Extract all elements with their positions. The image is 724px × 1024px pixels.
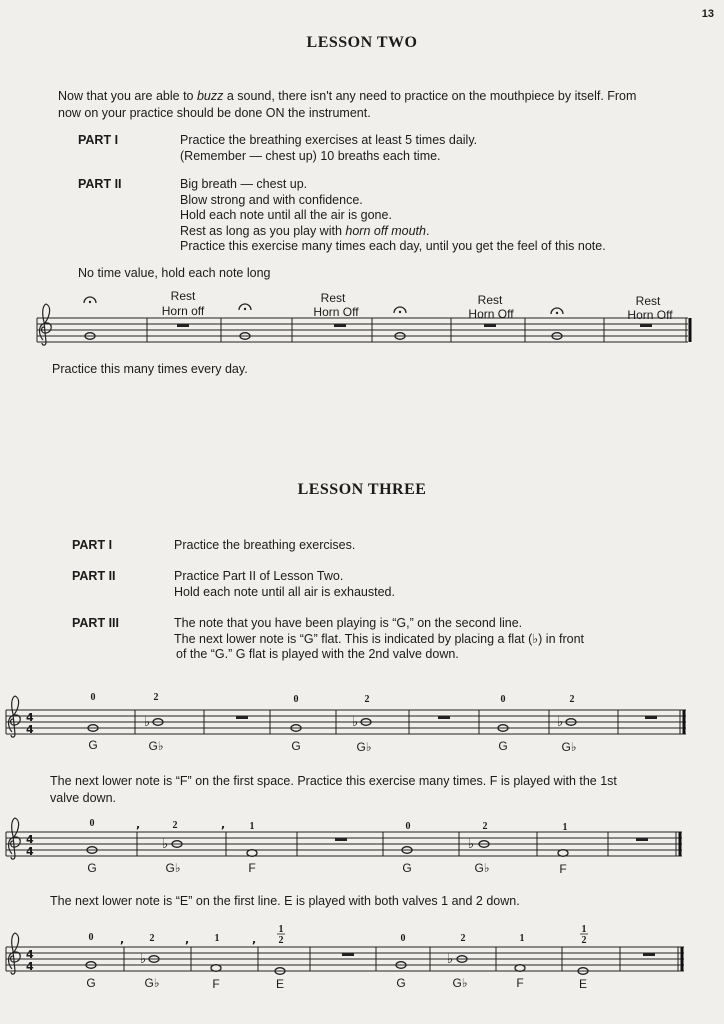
time-sig-top: 4 xyxy=(26,948,34,961)
note-name: G♭ xyxy=(561,740,577,754)
treble-clef-icon xyxy=(40,304,52,345)
fingering: 2 xyxy=(278,935,284,946)
part-line: Practice this exercise many times each day, until you get the feel of this note. xyxy=(180,239,606,253)
whole-rest xyxy=(236,716,248,719)
f-line: valve down. xyxy=(50,791,117,805)
part-line: Blow strong and with confidence. xyxy=(180,192,363,207)
time-sig-bottom: 4 xyxy=(26,960,34,973)
time-sig-top: 4 xyxy=(26,711,34,724)
part-line: Hold each note until all air is exhausted. xyxy=(174,584,395,599)
part-line: Practice the breathing exercises at least 5 times daily. xyxy=(180,133,478,147)
note-name: G♭ xyxy=(356,740,372,754)
flat-icon: ♭ xyxy=(468,837,475,852)
horn-off-label: Horn Off xyxy=(313,305,359,319)
note-name: G xyxy=(86,976,96,990)
no-time-note: No time value, hold each note long xyxy=(78,266,271,280)
time-sig-bottom: 4 xyxy=(26,845,34,858)
time-sig-bottom: 4 xyxy=(26,723,34,736)
whole-note xyxy=(211,965,221,972)
fingering: 1 xyxy=(519,933,525,944)
staff-g-gflat-f xyxy=(6,818,682,876)
fingering: 1 xyxy=(249,821,255,832)
fingering: 2 xyxy=(149,933,155,944)
intro-line: now on your practice should be done ON the instrument. xyxy=(58,106,371,120)
fingering: 0 xyxy=(400,933,406,944)
part-line: Practice the breathing exercises. xyxy=(174,538,356,552)
whole-rest xyxy=(636,838,648,841)
horn-off-label: Horn Off xyxy=(468,307,514,321)
treble-clef-icon xyxy=(9,696,21,737)
fingering: 2 xyxy=(569,694,575,705)
lesson-two-title: LESSON TWO xyxy=(306,34,418,51)
intro-line: Now that you are able to buzz a sound, there isn't any need to practice on the mouthpiece by itself. From xyxy=(58,89,637,103)
part-line: The note that you have been playing is “G,” on the second line. xyxy=(174,616,523,630)
whole-rest xyxy=(645,716,657,719)
note-name: F xyxy=(212,977,220,991)
whole-note xyxy=(515,965,525,972)
fingering: 0 xyxy=(89,818,95,829)
breath-mark-icon: , xyxy=(120,933,125,946)
part-line: Big breath — chest up. xyxy=(180,177,308,191)
breath-mark-icon: , xyxy=(252,933,257,946)
part-line: (Remember — chest up) 10 breaths each time. xyxy=(180,148,441,163)
flat-icon: ♭ xyxy=(352,715,359,730)
page-number: 13 xyxy=(701,8,714,20)
practice-note: Practice this many times every day. xyxy=(52,362,248,376)
fingering: 0 xyxy=(500,694,506,705)
part-label: PART I xyxy=(78,133,119,147)
fingering: 1 xyxy=(581,924,587,935)
part-label: PART II xyxy=(78,177,122,191)
whole-rest xyxy=(640,324,652,327)
treble-clef-icon xyxy=(9,933,21,974)
e-note-text: The next lower note is “E” on the first line. E is played with both valves 1 and 2 down. xyxy=(50,894,520,908)
fermata-icon xyxy=(84,297,96,303)
note-name: F xyxy=(559,862,567,876)
part-line: The next lower note is “G” flat. This is indicated by placing a flat (♭) in front xyxy=(174,631,585,646)
staff-g-gflat-f-e xyxy=(6,924,684,991)
note-name: G xyxy=(396,976,406,990)
flat-icon: ♭ xyxy=(557,715,564,730)
whole-rest xyxy=(335,838,347,841)
note-name: G xyxy=(87,861,97,875)
fingering: 2 xyxy=(364,694,370,705)
note-name: G xyxy=(291,739,301,753)
lesson-three-title: LESSON THREE xyxy=(297,481,427,498)
fingering: 0 xyxy=(405,821,411,832)
part-line: Rest as long as you play with horn off mouth. xyxy=(180,223,430,238)
rest-label: Rest xyxy=(320,291,346,305)
fingering: 2 xyxy=(460,933,466,944)
horn-off-label: Horn off xyxy=(161,304,205,318)
part-line: of the “G.” G flat is played with the 2nd valve down. xyxy=(176,647,459,661)
note-name: E xyxy=(578,977,588,991)
fermata-icon xyxy=(239,304,251,310)
fingering: 2 xyxy=(172,820,178,831)
note-name: G xyxy=(88,738,98,752)
staff-g-gflat xyxy=(6,692,686,754)
fermata-icon xyxy=(394,307,406,313)
fingering: 2 xyxy=(153,692,159,703)
whole-rest xyxy=(484,324,496,327)
fingering: 1 xyxy=(214,933,220,944)
note-name: G♭ xyxy=(144,976,160,990)
flat-icon: ♭ xyxy=(140,952,147,967)
whole-rest xyxy=(643,953,655,956)
breath-mark-icon: , xyxy=(221,818,226,831)
part-line: Practice Part II of Lesson Two. xyxy=(174,569,344,583)
note-name: G xyxy=(498,739,508,753)
whole-rest xyxy=(342,953,354,956)
note-name: G♭ xyxy=(474,861,490,875)
flat-icon: ♭ xyxy=(447,952,454,967)
whole-rest xyxy=(438,716,450,719)
part-line: Hold each note until all the air is gone. xyxy=(180,208,392,222)
breath-mark-icon: , xyxy=(185,933,190,946)
rest-label: Rest xyxy=(170,289,196,303)
fingering: 0 xyxy=(88,932,94,943)
note-name: G♭ xyxy=(165,861,181,875)
fingering: 0 xyxy=(90,692,96,703)
note-name: E xyxy=(275,977,285,991)
note-name: G♭ xyxy=(148,739,164,753)
flat-icon: ♭ xyxy=(144,715,151,730)
note-name: F xyxy=(516,976,524,990)
flat-icon: ♭ xyxy=(162,837,169,852)
note-name: G xyxy=(402,861,412,875)
fingering: 0 xyxy=(293,694,299,705)
rest-label: Rest xyxy=(635,294,661,308)
staff-lesson-two xyxy=(37,289,690,345)
fingering: 2 xyxy=(581,935,587,946)
rest-label: Rest xyxy=(477,293,503,307)
part-label: PART I xyxy=(72,538,113,552)
note-name: F xyxy=(248,861,256,875)
fermata-icon xyxy=(551,308,563,314)
whole-rest xyxy=(334,324,346,327)
fingering: 1 xyxy=(562,822,568,833)
whole-rest xyxy=(177,324,189,327)
breath-mark-icon: , xyxy=(136,818,141,831)
horn-off-label: Horn Off xyxy=(627,308,673,322)
treble-clef-icon xyxy=(9,818,21,859)
note-name: G♭ xyxy=(452,976,468,990)
whole-note xyxy=(247,850,257,857)
fingering: 1 xyxy=(278,924,284,935)
f-line: The next lower note is “F” on the first space. Practice this exercise many times. F is played with the 1st xyxy=(50,774,617,788)
fingering: 2 xyxy=(482,821,488,832)
part-label: PART III xyxy=(72,616,119,630)
whole-note xyxy=(558,850,568,857)
time-sig-top: 4 xyxy=(26,833,34,846)
part-label: PART II xyxy=(72,569,116,583)
